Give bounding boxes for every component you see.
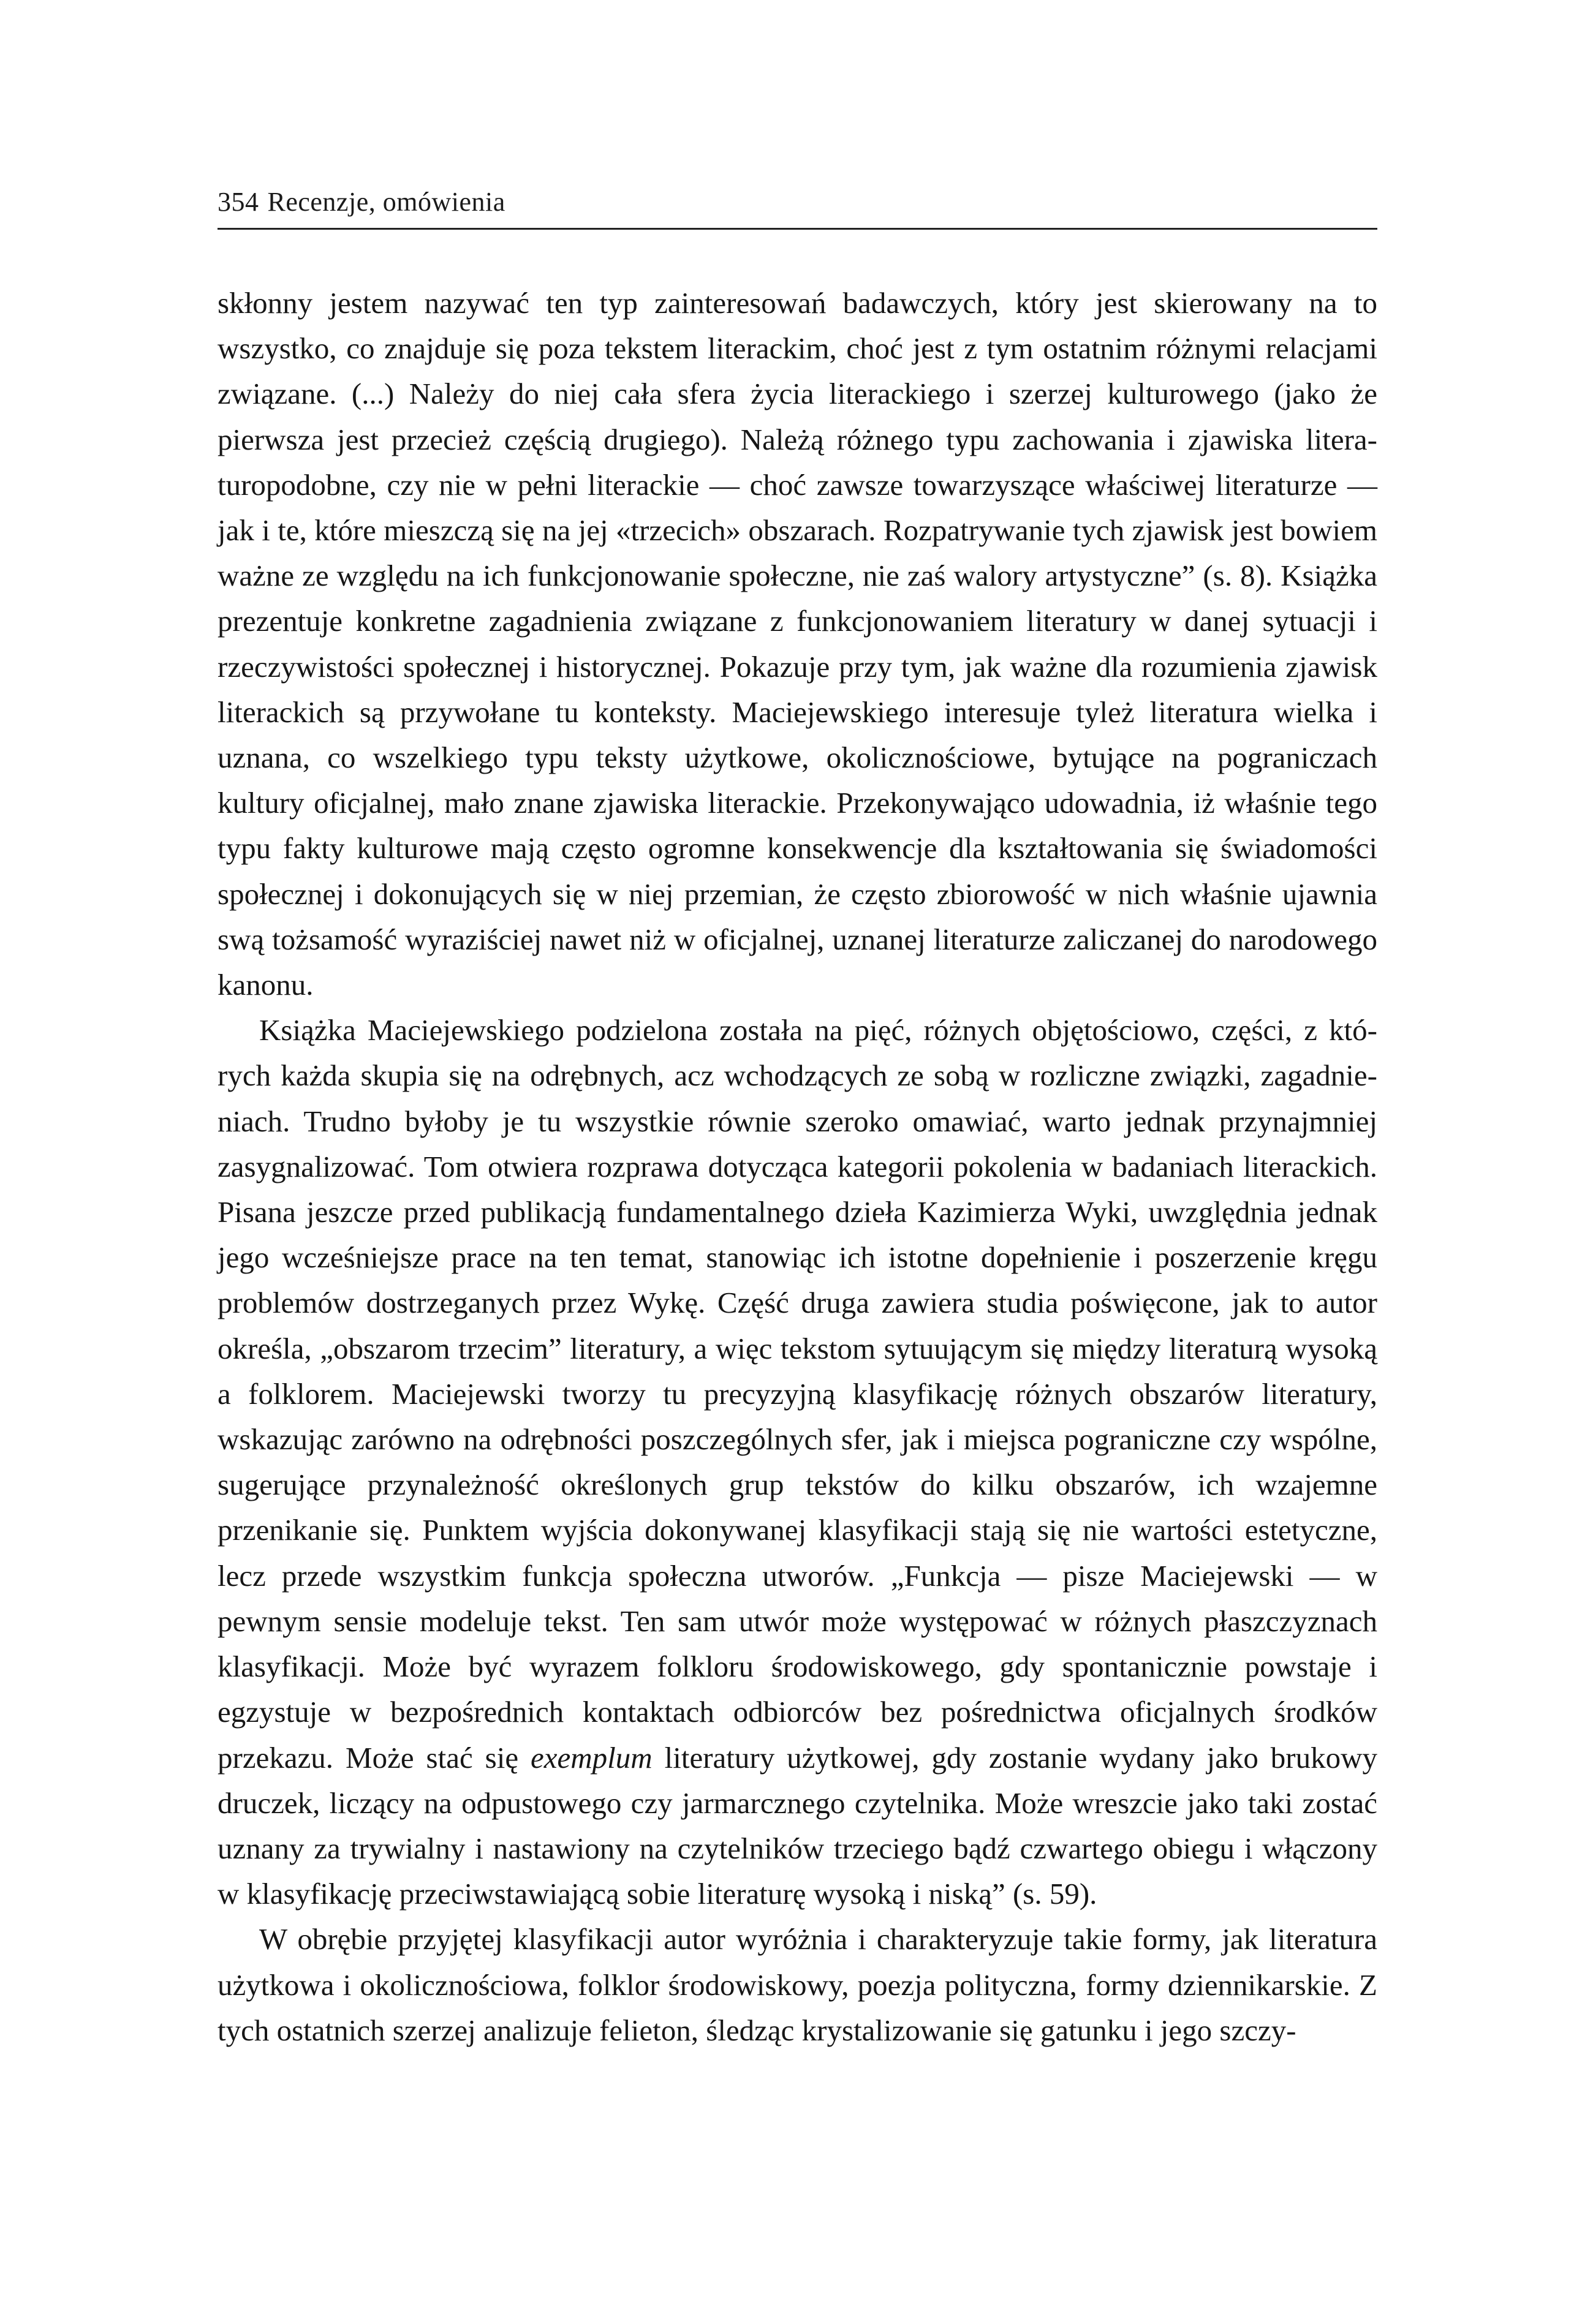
text-segment: W obrębie przyjętej klasyfikacji autor wyróżnia i charakteryzuje takie formy, jak literatura użytkowa i okolicznościowa, folklor środowiskowy, poezja polityczna, formy dziennikarskie. Z tych ostatnich szerzej analizuje felieton, śledząc krystalizowanie się gatunku i jego szczy- (218, 1922, 1377, 2047)
paragraph (218, 1917, 1377, 2053)
running-head (218, 184, 505, 221)
text-segment: Książka Maciejewskiego podzielona została na pięć, różnych objętościowo, części, z których każda skupia się na odrębnych, acz wchodzących ze sobą w rozliczne związki, zagadnieniach. Trudno byłoby je tu wszystkie równie szeroko omawiać, warto jednak przynajmniej zasygnalizować. Tom otwiera rozprawa dotycząca kategorii pokolenia w badaniach literackich. Pisana jeszcze przed publikacją fundamentalnego dzieła Kazimierza Wyki, uwzględnia jednak jego wcześniejsze prace na ten temat, stanowiąc ich istotne dopełnienie i poszerzenie kręgu problemów dostrzeganych przez Wykę. Część druga zawiera studia poświęcone, jak to autor określa, „obszarom trzecim” literatury, a więc tekstom sytuującym się między literaturą wysoką a folklorem. Maciejewski tworzy tu precyzyjną klasyfikację różnych obszarów literatury, wskazując zarówno na odrębności poszczególnych sfer, jak i miejsca pograniczne czy wspólne, sugerujące przynależność określonych grup tekstów do kilku obszarów, ich wzajemne przenikanie się. Punktem wyjścia dokonywanej klasyfikacji stają się nie wartości estetyczne, lecz przede wszystkim funkcja społeczna utworów. „Funkcja — pisze Maciejewski — w pewnym sensie modeluje tekst. Ten sam utwór może występować w różnych płaszczyznach klasyfikacji. Może być wyrazem folkloru środowiskowego, gdy spontanicznie powstaje i egzystuje w bezpośrednich kontaktach odbiorców bez pośrednictwa oficjalnych środków przekazu. Może stać się (218, 1013, 1377, 1775)
header-rule (218, 228, 1377, 230)
text-segment: literatury użytkowej, gdy zostanie wydany jako brukowy druczek, liczący na odpustowego czy jarmarcznego czytelnika. Może wreszcie jako taki zostać uznany za trywialny i nastawiony na czytelników trzeciego bądź czwartego obiegu i włączony w klasyfikację przeciwstawiającą sobie literaturę wysoką i niską” (s. 59). (218, 1740, 1377, 1911)
paragraph (218, 281, 1377, 1008)
paragraph (218, 1008, 1377, 1917)
body-text (218, 281, 1377, 2053)
italic-term: exemplum (531, 1740, 653, 1775)
page-number: 354 (218, 187, 259, 217)
text-segment: skłonny jestem nazywać ten typ zainteresowań badawczych, który jest skierowany na to wszystko, co znajduje się poza tekstem literackim, choć jest z tym ostatnim różnymi relacjami związane. (...) Należy do niej cała sfera życia literackiego i szerzej kulturowego (jako że pierwsza jest przecież częścią drugiego). Należą różnego typu zachowania i zjawiska literaturopodobne, czy nie w pełni literackie — choć zawsze towarzyszące właściwej literaturze — jak i te, które mieszczą się na jej «trzecich» obszarach. Rozpatrywanie tych zjawisk jest bowiem ważne ze względu na ich funkcjonowanie społeczne, nie zaś walory artystyczne” (s. 8). Książka prezentuje konkretne zagadnienia związane z funkcjonowaniem literatury w danej sytuacji i rzeczywistości społecznej i historycznej. Pokazuje przy tym, jak ważne dla rozumienia zjawisk literackich są przywołane tu konteksty. Maciejewskiego interesuje tyleż literatura wielka i uznana, co wszelkiego typu teksty użytkowe, okolicznościowe, bytujące na pograniczach kultury oficjalnej, mało znane zjawiska literackie. Przekonywająco udowadnia, iż właśnie tego typu fakty kulturowe mają często ogromne konsekwencje dla kształtowania się świadomości społecznej i dokonujących się w niej przemian, że często zbiorowość w nich właśnie ujawnia swą tożsamość wyraziściej nawet niż w oficjalnej, uznanej literaturze zaliczanej do narodowego kanonu. (218, 286, 1377, 1002)
section-title: Recenzje, omówienia (267, 187, 505, 217)
